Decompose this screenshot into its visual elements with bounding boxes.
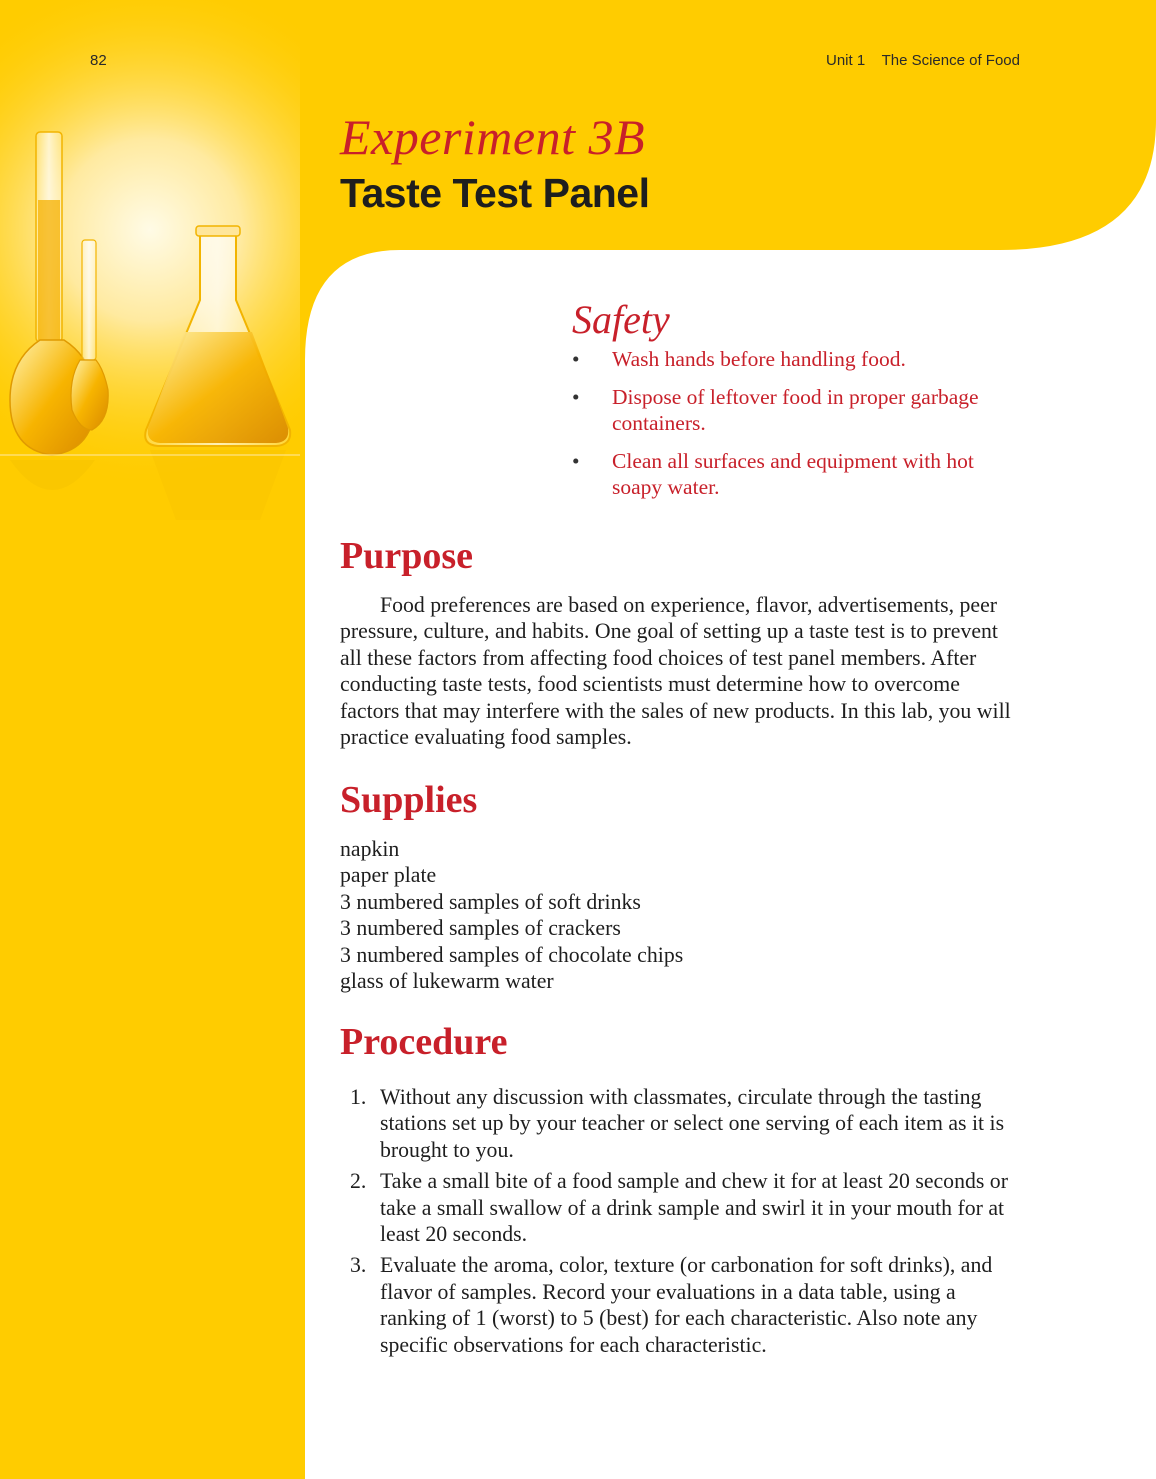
supply-item: 3 numbered samples of soft drinks [340,889,641,914]
safety-heading: Safety [572,297,670,342]
procedure-step [340,1168,1020,1247]
step-text: Take a small bite of a food sample and chew it for at least 20 seconds or take a small swallow of a drink sample and swirl it in your mouth for at least 20 seconds. [380,1169,1008,1247]
safety-list [572,346,1012,512]
supply-item: 3 numbered samples of crackers [340,916,621,941]
experiment-title: Experiment 3B [340,109,646,165]
procedure-list [340,1084,1020,1363]
supplies-heading: Supplies [340,779,478,821]
bullet-icon: • [572,385,580,409]
supply-item: paper plate [340,863,437,888]
step-number: 1. [350,1085,367,1109]
safety-item-text: Dispose of leftover food in proper garbage containers. [612,385,979,435]
experiment-subtitle: Taste Test Panel [340,170,650,216]
bullet-icon: • [572,449,580,473]
purpose-heading: Purpose [340,535,473,577]
supply-item: glass of lukewarm water [340,969,554,994]
running-head: Unit 1 The Science of Food [826,52,1020,69]
purpose-text: Food preferences are based on experience, flavor, advertisements, peer pressure, culture, and habits. One goal of setting up a taste test is to prevent all these factors from affecting food choices of test panel members. After conducting taste tests, food scientists must determine how to overcome factors that may interfere with the sales of new products. In this lab, you will practice evaluating food samples. [340,593,1011,750]
step-text: Evaluate the aroma, color, texture (or carbonation for soft drinks), and flavor of samples. Record your evaluations in a data table, using a ranking of 1 (worst) to 5 (best) for each characteristic. Also note any specific observations for each characteristic. [380,1253,993,1357]
step-number: 3. [350,1253,367,1278]
supply-item: napkin [340,837,400,861]
procedure-step [340,1084,1020,1163]
procedure-step [340,1252,1020,1358]
supplies-list [340,836,683,994]
supply-item: 3 numbered samples of chocolate chips [340,942,684,967]
safety-item-text: Wash hands before handling food. [612,347,906,371]
safety-item-text: Clean all surfaces and equipment with hot soapy water. [612,449,974,499]
page-number: 82 [90,52,107,69]
safety-item [572,448,1012,500]
safety-item [572,346,1012,372]
step-number: 2. [350,1169,367,1194]
bullet-icon: • [572,347,580,371]
procedure-heading: Procedure [340,1021,508,1063]
safety-item [572,384,1012,436]
step-text: Without any discussion with classmates, circulate through the tasting stations set up by your teacher or select one serving of each item as it is brought to you. [380,1085,1005,1162]
